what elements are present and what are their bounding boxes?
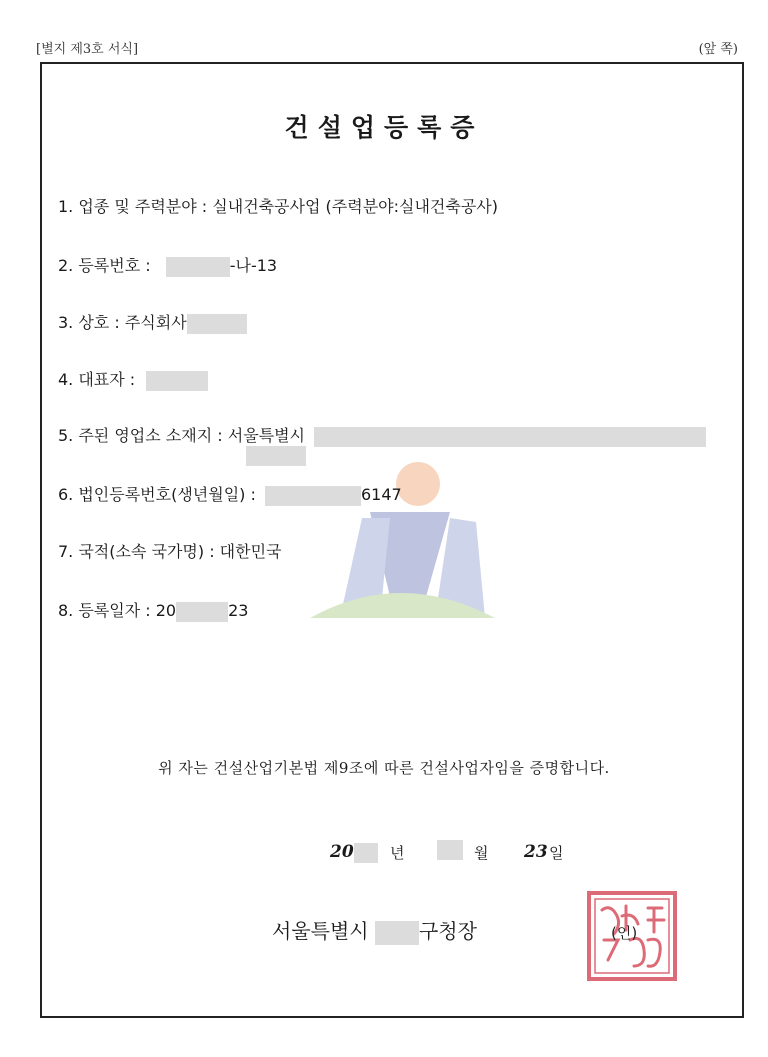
emblem-watermark-icon <box>300 448 500 638</box>
seal-placeholder-label: (인) <box>611 924 638 942</box>
redaction-block <box>166 257 230 277</box>
day-label: 일 <box>549 844 564 862</box>
registration-number-suffix: -나-13 <box>229 256 278 275</box>
month-label: 월 <box>474 844 489 862</box>
issuer-suffix: 구청장 <box>418 919 477 943</box>
certification-statement: 위 자는 건설산업기본법 제9조에 따른 건설사업자임을 증명합니다. <box>158 759 610 777</box>
handwritten-day: 23 <box>524 842 548 862</box>
redaction-block <box>246 446 306 466</box>
redaction-block <box>176 602 228 622</box>
registration-date-suffix: 23 <box>228 601 249 620</box>
field-office-address <box>58 425 706 447</box>
field-business-type <box>58 196 498 218</box>
company-name-label: 3. 상호 : 주식회사 <box>58 313 187 332</box>
registration-date-label: 8. 등록일자 : 20 <box>58 601 177 620</box>
issuer-prefix: 서울특별시 <box>272 919 369 943</box>
field-business-type-text: 1. 업종 및 주력분야 : 실내건축공사업 (주력분야:실내건축공사) <box>58 197 498 216</box>
nationality-text: 7. 국적(소속 국가명) : 대한민국 <box>58 542 282 561</box>
redaction-block <box>314 427 706 447</box>
office-address-label: 5. 주된 영업소 소재지 : 서울특별시 <box>58 426 306 445</box>
redaction-block <box>354 843 378 863</box>
representative-label: 4. 대표자 : <box>58 370 136 389</box>
field-nationality <box>58 541 282 563</box>
redaction-block <box>265 486 361 506</box>
document-title: 건설업등록증 <box>284 113 484 142</box>
field-company-name <box>58 312 247 334</box>
field-registration-number <box>58 255 277 277</box>
form-number-label: [별지 제3호 서식] <box>36 42 139 57</box>
corporate-number-suffix: 6147 <box>360 485 402 504</box>
corporate-number-label: 6. 법인등록번호(생년월일) : <box>58 485 256 504</box>
field-corporate-number <box>58 484 402 506</box>
redaction-block <box>187 314 247 334</box>
redaction-block <box>375 921 419 945</box>
redaction-block <box>437 840 463 860</box>
field-registration-date <box>58 600 248 622</box>
issuing-authority <box>272 918 477 945</box>
redaction-block <box>146 371 208 391</box>
year-label: 년 <box>390 844 405 862</box>
field-representative <box>58 369 208 391</box>
handwritten-year: 20 <box>330 842 354 862</box>
page-side-label: (앞 쪽) <box>698 42 738 57</box>
registration-number-label: 2. 등록번호 : <box>58 256 151 275</box>
